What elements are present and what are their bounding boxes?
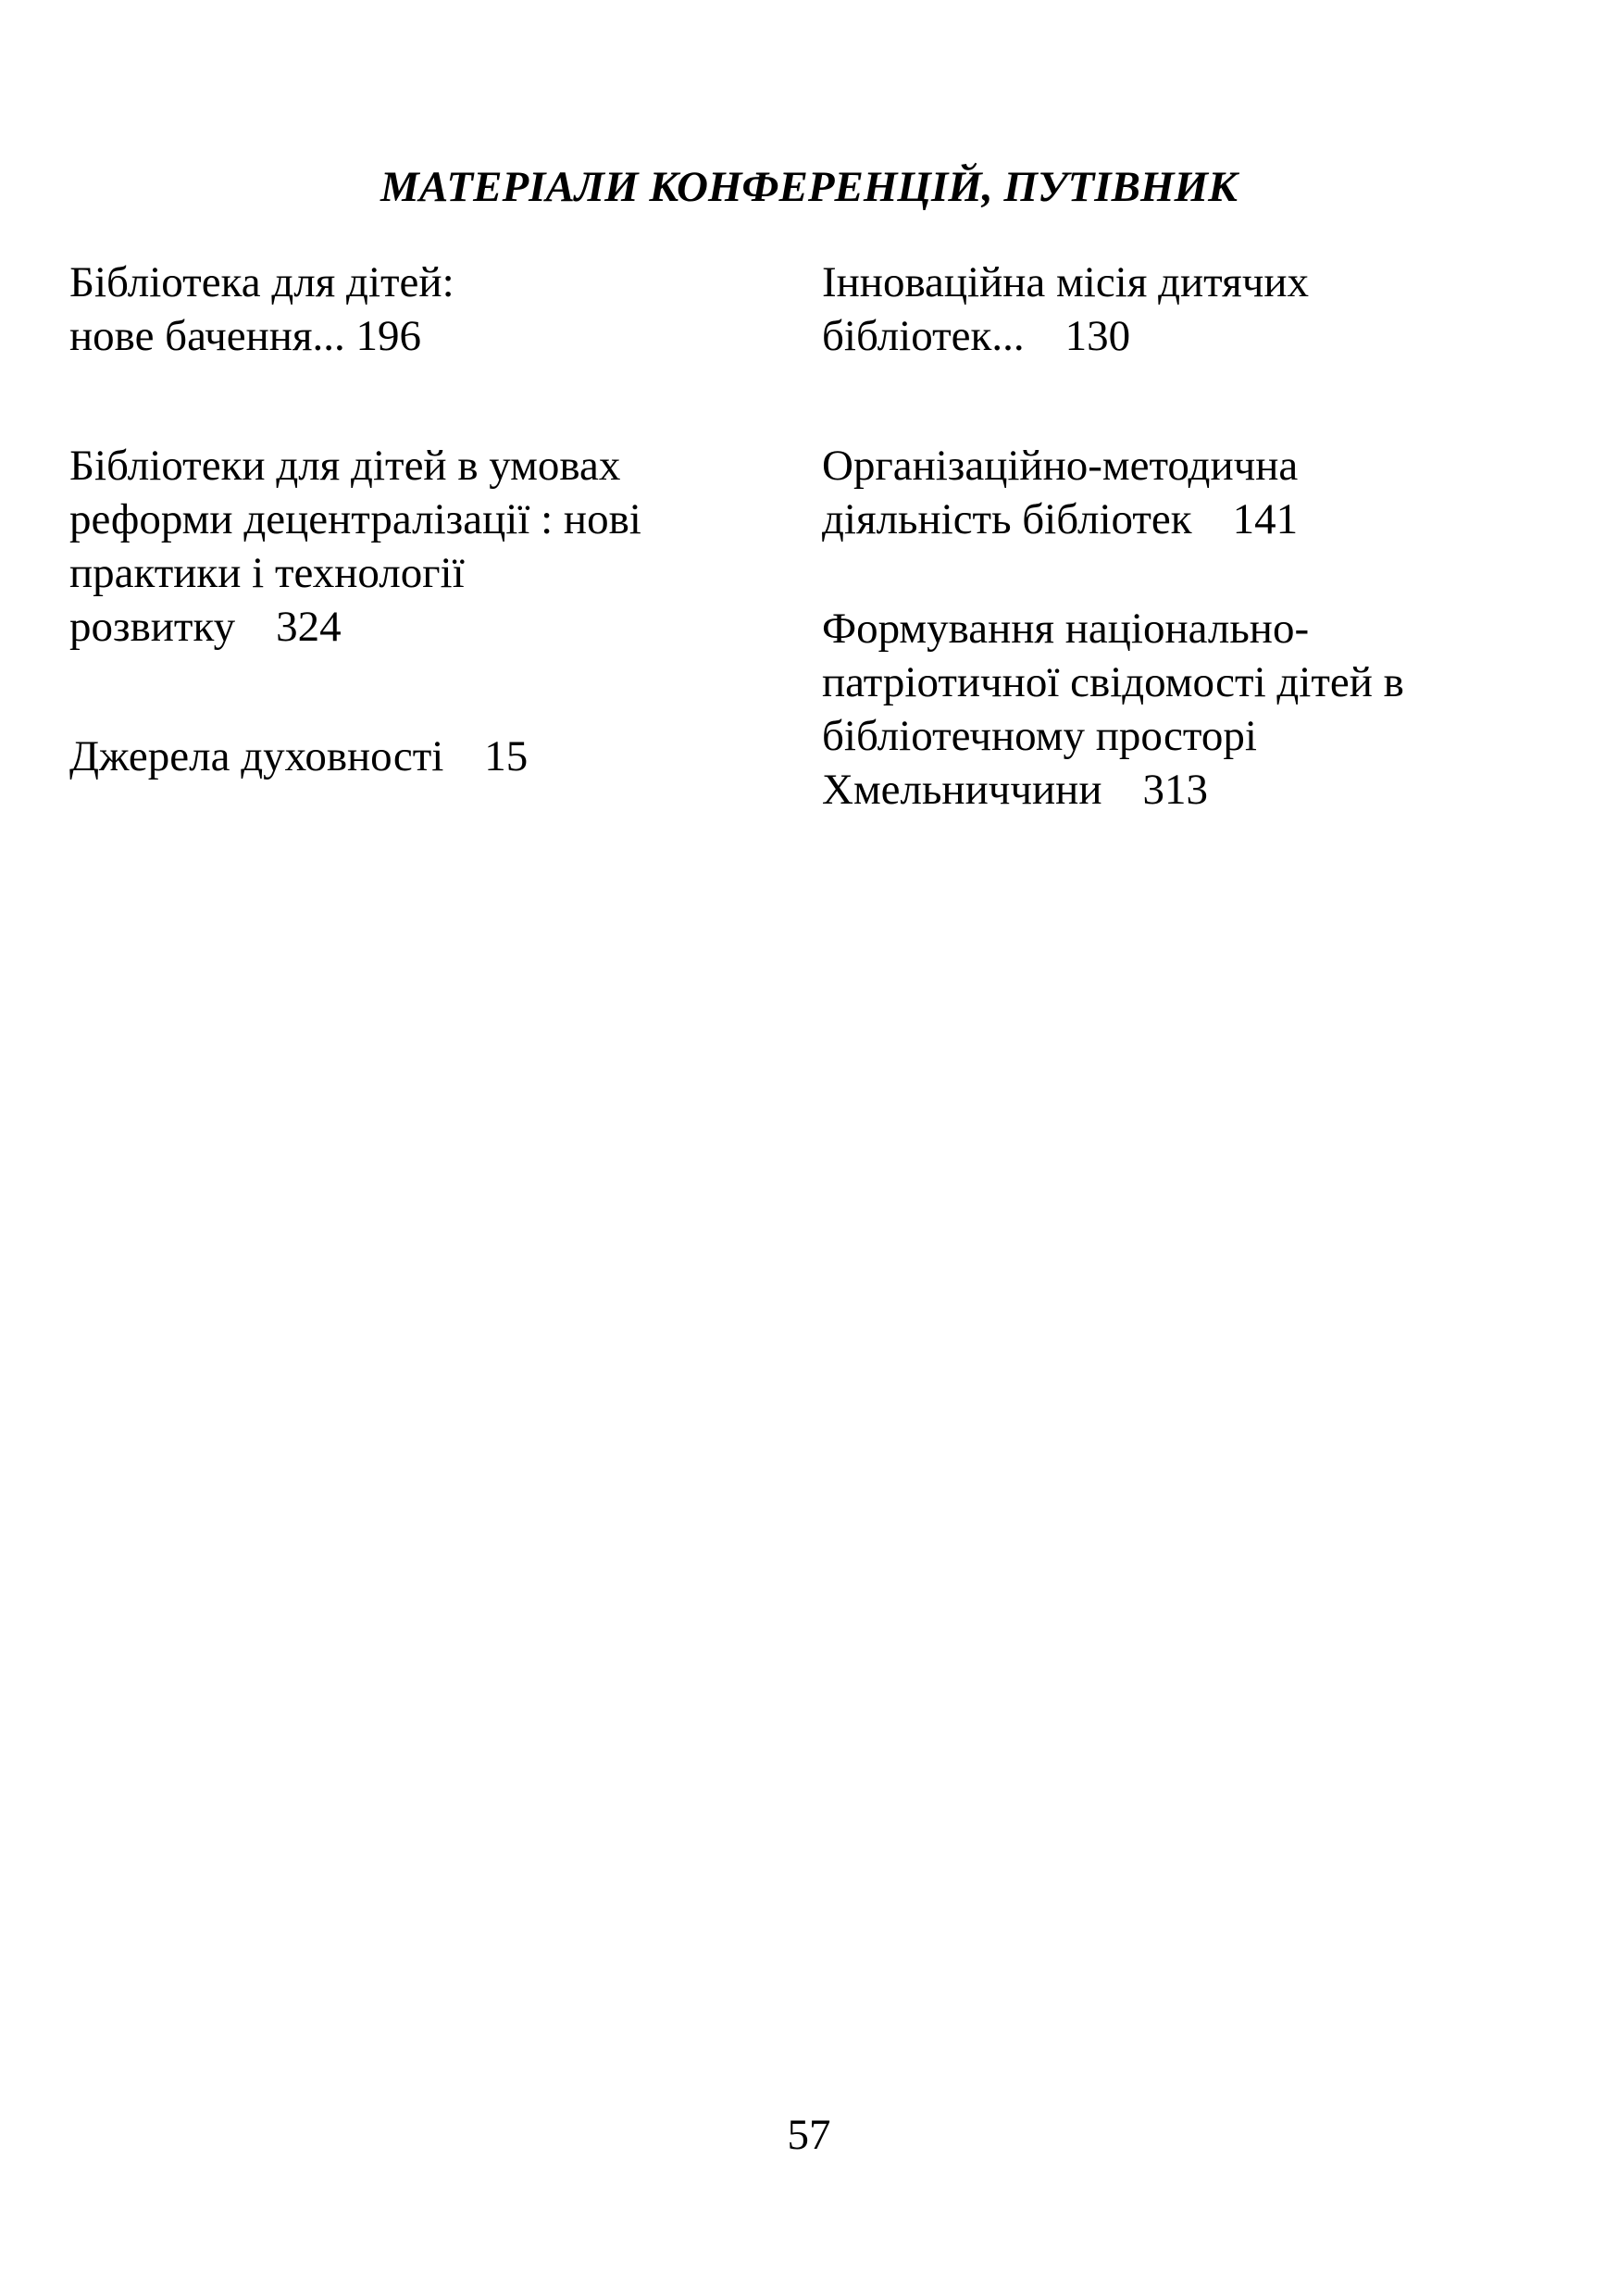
index-entry: [69, 256, 810, 363]
entry-page-number: 196: [355, 312, 421, 360]
page-number: 57: [787, 2111, 831, 2159]
entry-line: нове бачення...: [69, 312, 345, 360]
entry-line: Бібліотека для дітей:: [69, 258, 454, 306]
entry-page-number: 15: [484, 732, 529, 780]
entry-page-number: 130: [1064, 312, 1131, 360]
entry-last-line: [822, 763, 1562, 817]
index-entry: [69, 439, 810, 654]
index-entry: [69, 730, 810, 783]
entry-last-line: [69, 309, 810, 363]
entry-last-line: [69, 730, 810, 783]
entry-page-number: 324: [276, 603, 342, 651]
entry-line: Інноваційна місія дитячих: [822, 258, 1309, 306]
entry-last-line: [69, 600, 810, 654]
entry-last-line: [822, 493, 1562, 546]
entry-page-number: 141: [1232, 495, 1299, 543]
entry-line: реформи децентралізації : нові: [69, 495, 641, 543]
entry-line: патріотичної свідомості дітей в: [822, 658, 1404, 706]
entry-line: Хмельниччини: [822, 766, 1102, 814]
right-index-column: [822, 256, 1562, 817]
entry-line: бібліотек...: [822, 312, 1025, 360]
entry-line: Джерела духовності: [69, 732, 444, 780]
index-entry: [822, 602, 1562, 817]
entry-line: Організаційно-методична: [822, 442, 1299, 490]
entry-line: бібліотечному просторі: [822, 712, 1257, 760]
entry-line: діяльність бібліотек: [822, 495, 1192, 543]
entry-page-number: 313: [1142, 766, 1208, 814]
section-title: МАТЕРІАЛИ КОНФЕРЕНЦІЙ, ПУТІВНИК: [380, 163, 1238, 211]
entry-last-line: [822, 309, 1562, 363]
left-index-column: [69, 256, 810, 783]
entry-line: Бібліотеки для дітей в умовах: [69, 442, 621, 490]
index-entry: [822, 256, 1562, 363]
entry-line: практики і технології: [69, 549, 465, 597]
entry-line: розвитку: [69, 603, 236, 651]
entry-line: Формування національно-: [822, 605, 1310, 653]
index-entry: [822, 439, 1562, 546]
